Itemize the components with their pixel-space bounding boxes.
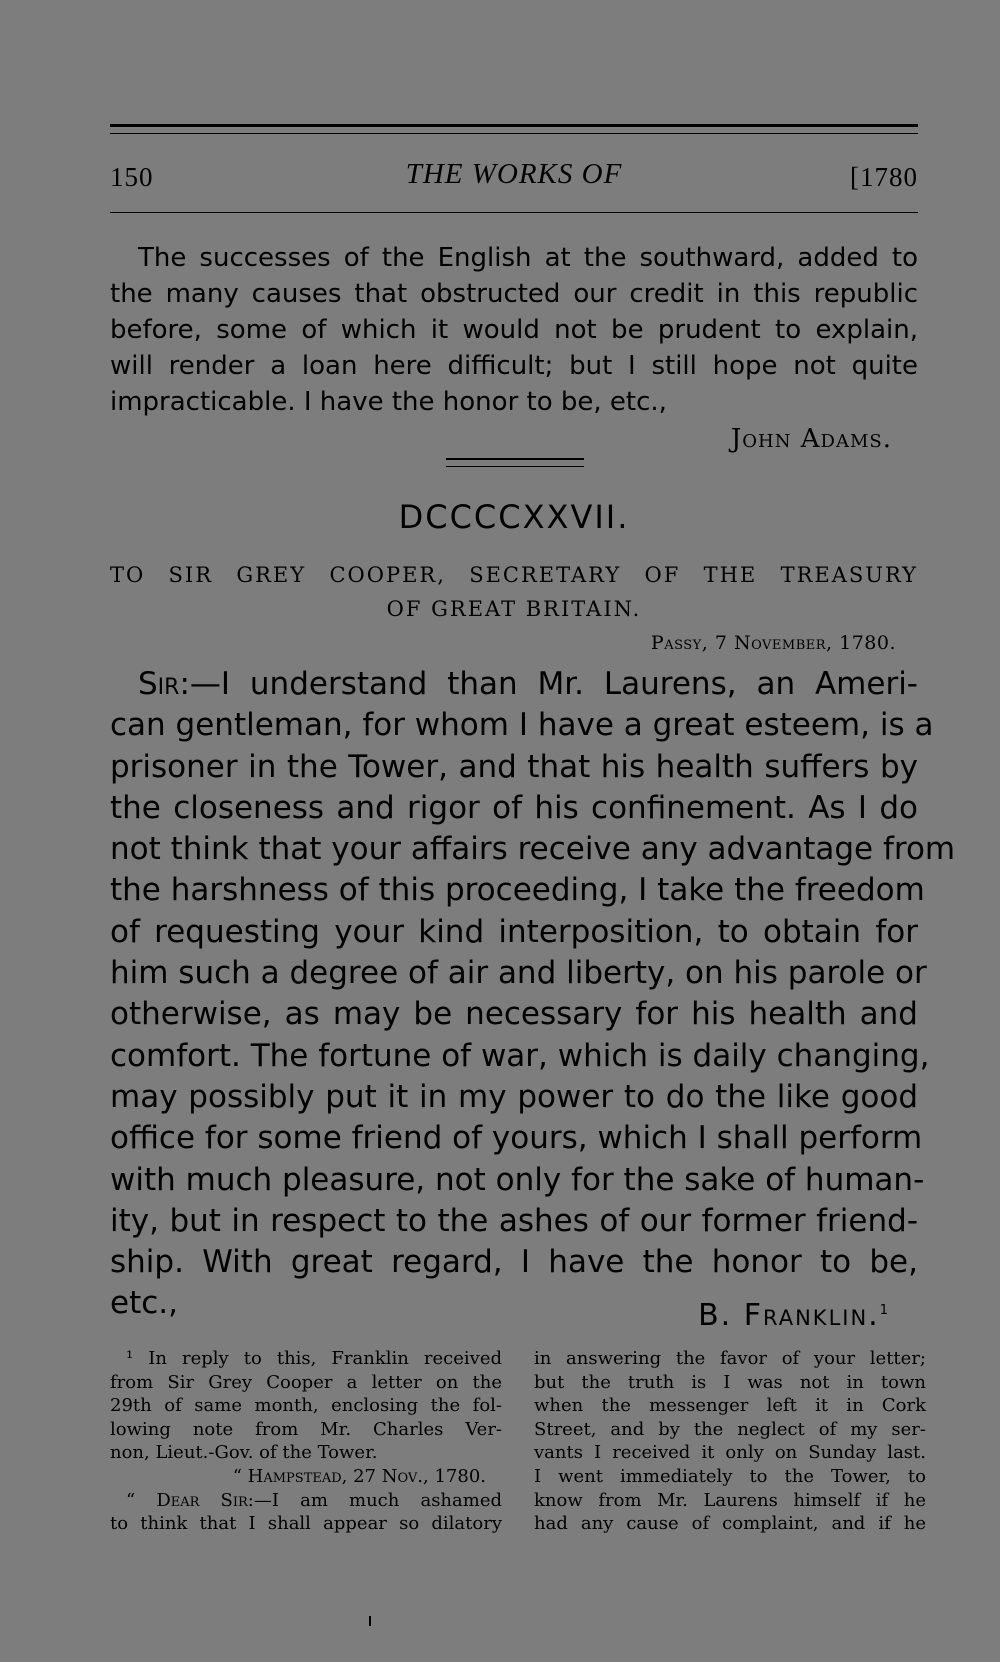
page-number: 150 <box>110 162 154 192</box>
running-head <box>110 158 918 198</box>
text-line: ity, but in respect to the ashes of our former friend- <box>110 1202 918 1239</box>
signature-text: B. Franklin. <box>698 1298 880 1333</box>
text-line: the harshness of this proceeding, I take the freedom <box>110 872 925 909</box>
text-line: ship. With great regard, I have the honor to be, <box>110 1244 918 1281</box>
head-rule <box>110 212 918 213</box>
text-line: before, some of which it would not be prudent to explain, <box>110 315 918 345</box>
text-line: not think that your affairs receive any advantage from <box>110 831 956 868</box>
scan-speck <box>369 1616 371 1626</box>
address-line: OF GREAT BRITAIN. <box>386 597 642 621</box>
footnote-dateline: “ Hampstead, 27 Nov., 1780. <box>232 1465 486 1487</box>
footnote-salutation: “ Dear Sir <box>126 1489 248 1511</box>
footnote-line: from Sir Grey Cooper a letter on the <box>110 1371 502 1393</box>
footnote-line: lowing note from Mr. Charles Ver- <box>110 1418 502 1440</box>
footnote-column-right <box>534 1347 926 1536</box>
footnote-line: had any cause of complaint, and if he <box>534 1513 926 1535</box>
text-line: the many causes that obstructed our credit in this republic <box>110 279 918 309</box>
letter-signature <box>698 1298 888 1333</box>
text-line: otherwise, as may be necessary for his health and <box>110 996 918 1033</box>
footnote-line: but the truth is I was not in town <box>534 1371 926 1393</box>
address-line: TO SIR GREY COOPER, SECRETARY OF THE TREASURY <box>110 563 918 587</box>
section-divider <box>446 458 584 467</box>
text-line: the closeness and rigor of his confinement. As I do <box>110 789 918 826</box>
letter-address <box>110 558 918 626</box>
text-line: etc., <box>110 1285 178 1322</box>
text-line: may possibly put it in my power to do the like good <box>110 1078 918 1115</box>
text-run: :—I am much ashamed <box>247 1489 502 1511</box>
footnote-line: know from Mr. Laurens himself if he <box>534 1489 926 1511</box>
letter-dateline: Passy, 7 November, 1780. <box>650 632 896 654</box>
footnote-line: vants I received it only on Sunday last. <box>534 1442 926 1464</box>
text-line: comfort. The fortune of war, which is daily changing, <box>110 1037 930 1074</box>
top-rule <box>110 124 918 127</box>
text-line: will render a loan here difficult; but I still hope not quite <box>110 351 918 381</box>
running-year: [1780 <box>850 162 918 192</box>
footnote-line: 29th of same month, enclosing the fol- <box>110 1395 502 1417</box>
text-line: impracticable. I have the honor to be, etc., <box>110 387 667 417</box>
text-line: him such a degree of air and liberty, on his parole or <box>110 955 927 992</box>
salutation: Sir <box>138 666 180 702</box>
running-title: THE WORKS OF <box>405 158 623 190</box>
letter-body <box>110 664 956 1325</box>
footnote-column-left <box>110 1347 502 1536</box>
footnote-line: I went immediately to the Tower, to <box>534 1465 926 1487</box>
footnote-line: Street, and by the neglect of my ser- <box>534 1418 926 1440</box>
footnote-reference[interactable]: 1 <box>879 1303 888 1318</box>
footnote-line: non, Lieut.-Gov. of the Tower. <box>110 1442 378 1464</box>
text-line: prisoner in the Tower, and that his health suffers by <box>110 748 918 785</box>
letter-number: DCCCCXXVII. <box>398 498 630 536</box>
footnote-line: in answering the favor of your letter; <box>534 1348 926 1369</box>
footnote-line <box>110 1489 502 1513</box>
text-line: can gentleman, for whom I have a great esteem, is a <box>110 707 934 744</box>
text-line: office for some friend of yours, which I shall perform <box>110 1120 923 1157</box>
text-line: of requesting your kind interposition, to obtain for <box>110 913 918 950</box>
footnote-line: to think that I shall appear so dilatory <box>110 1513 502 1535</box>
text-line: The successes of the English at the southward, added to <box>138 243 918 273</box>
text-line: with much pleasure, not only for the sake of human- <box>110 1161 925 1198</box>
footnote-line: when the messenger left it in Cork <box>534 1395 926 1417</box>
text-run: :—I understand than Mr. Laurens, an Ameri- <box>179 666 918 702</box>
text-line <box>110 664 918 705</box>
footnote-line: ¹ In reply to this, Franklin received <box>126 1348 502 1369</box>
top-rule-thin <box>110 133 918 134</box>
previous-letter-closing <box>110 240 918 420</box>
book-page <box>110 0 956 1662</box>
previous-letter-signature: John Adams. <box>730 424 892 454</box>
